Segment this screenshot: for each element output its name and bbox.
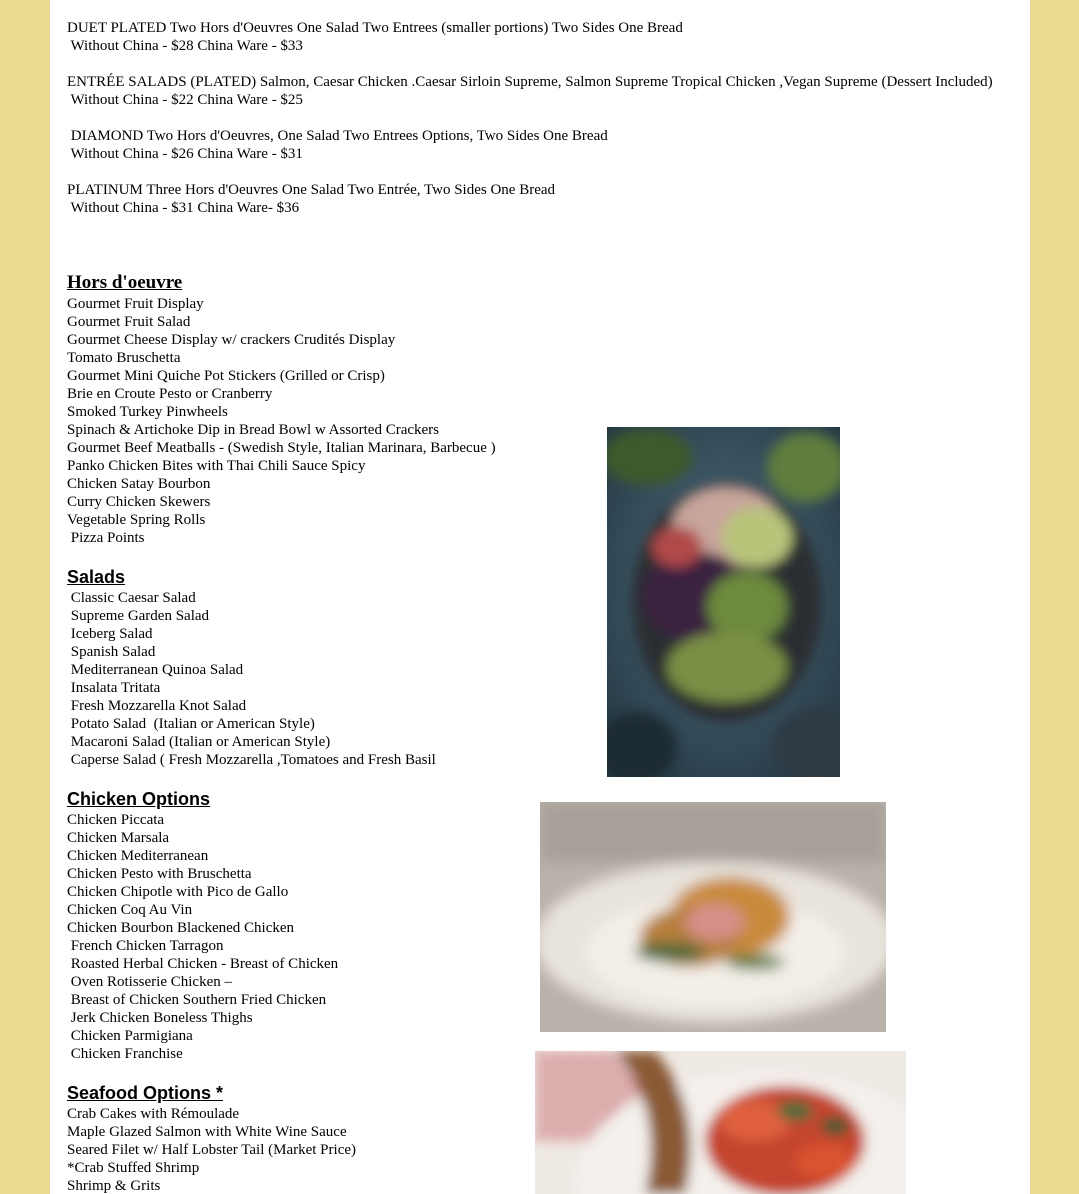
list-item: Smoked Turkey Pinwheels xyxy=(67,404,228,420)
list-item: Iceberg Salad xyxy=(67,626,153,642)
list-item: Vegetable Spring Rolls xyxy=(67,512,206,528)
package-platinum: PLATINUM Three Hors d'Oeuvres One Salad Two Entrée, Two Sides One Bread xyxy=(67,182,556,198)
list-item: Maple Glazed Salmon with White Wine Sauce xyxy=(67,1124,347,1140)
seafood-photo xyxy=(535,1051,906,1194)
list-item: Gourmet Mini Quiche Pot Stickers (Grilled or Crisp) xyxy=(67,368,385,384)
list-item: Mediterranean Quinoa Salad xyxy=(67,662,244,678)
section-heading-hors-doeuvre: Hors d'oeuvre xyxy=(67,272,183,293)
list-item: Pizza Points xyxy=(67,530,145,546)
list-item: Tomato Bruschetta xyxy=(67,350,181,366)
section-heading-chicken: Chicken Options xyxy=(67,789,211,809)
list-item: French Chicken Tarragon xyxy=(67,938,224,954)
list-item: Brie en Croute Pesto or Cranberry xyxy=(67,386,273,402)
package-entree-salads: ENTRÉE SALADS (PLATED) Salmon, Caesar Chicken .Caesar Sirloin Supreme, Salmon Supreme Tropical Chicken ,Vegan Supreme (Dessert Included) xyxy=(67,74,993,90)
list-item: Oven Rotisserie Chicken – xyxy=(67,974,232,990)
list-item: Crab Cakes with Rémoulade xyxy=(67,1106,240,1122)
package-platinum-price: Without China - $31 China Ware- $36 xyxy=(67,200,300,216)
package-diamond: DIAMOND Two Hors d'Oeuvres, One Salad Two Entrees Options, Two Sides One Bread xyxy=(67,128,608,144)
list-item: Chicken Mediterranean xyxy=(67,848,209,864)
list-item: Potato Salad (Italian or American Style) xyxy=(67,716,315,732)
list-item: Panko Chicken Bites with Thai Chili Sauce Spicy xyxy=(67,458,366,474)
list-item: Chicken Marsala xyxy=(67,830,170,846)
list-item: Chicken Coq Au Vin xyxy=(67,902,193,918)
list-item: Insalata Tritata xyxy=(67,680,161,696)
list-item: Spinach & Artichoke Dip in Bread Bowl w Assorted Crackers xyxy=(67,422,440,438)
list-item: Shrimp & Grits xyxy=(67,1178,161,1194)
list-item: Chicken Piccata xyxy=(67,812,165,828)
chicken-photo xyxy=(540,802,886,1032)
package-diamond-price: Without China - $26 China Ware - $31 xyxy=(67,146,303,162)
list-item: Breast of Chicken Southern Fried Chicken xyxy=(67,992,327,1008)
list-item: Gourmet Cheese Display w/ crackers Crudités Display xyxy=(67,332,396,348)
list-item: Supreme Garden Salad xyxy=(67,608,210,624)
package-duet-price: Without China - $28 China Ware - $33 xyxy=(67,38,303,54)
list-item: Chicken Parmigiana xyxy=(67,1028,193,1044)
section-heading-seafood: Seafood Options * xyxy=(67,1083,224,1103)
list-item: Gourmet Fruit Display xyxy=(67,296,204,312)
list-item: Spanish Salad xyxy=(67,644,156,660)
package-entree-price: Without China - $22 China Ware - $25 xyxy=(67,92,303,108)
list-item: Macaroni Salad (Italian or American Style) xyxy=(67,734,331,750)
list-item: *Crab Stuffed Shrimp xyxy=(67,1160,200,1176)
list-item: Fresh Mozzarella Knot Salad xyxy=(67,698,247,714)
list-item: Chicken Chipotle with Pico de Gallo xyxy=(67,884,289,900)
list-item: Jerk Chicken Boneless Thighs xyxy=(67,1010,253,1026)
list-item: Chicken Pesto with Bruschetta xyxy=(67,866,252,882)
package-duet: DUET PLATED Two Hors d'Oeuvres One Salad Two Entrees (smaller portions) Two Sides One Bread xyxy=(67,20,683,36)
menu-page xyxy=(50,0,1030,1194)
list-item: Caperse Salad ( Fresh Mozzarella ,Tomatoes and Fresh Basil xyxy=(67,752,436,768)
list-item: Chicken Bourbon Blackened Chicken xyxy=(67,920,295,936)
list-item: Curry Chicken Skewers xyxy=(67,494,211,510)
salad-photo xyxy=(607,427,840,777)
list-item: Chicken Franchise xyxy=(67,1046,183,1062)
list-item: Seared Filet w/ Half Lobster Tail (Market Price) xyxy=(67,1142,356,1158)
list-item: Gourmet Beef Meatballs - (Swedish Style, Italian Marinara, Barbecue ) xyxy=(67,440,496,456)
list-item: Classic Caesar Salad xyxy=(67,590,196,606)
section-heading-salads: Salads xyxy=(67,567,126,587)
list-item: Gourmet Fruit Salad xyxy=(67,314,191,330)
list-item: Roasted Herbal Chicken - Breast of Chicken xyxy=(67,956,339,972)
list-item: Chicken Satay Bourbon xyxy=(67,476,211,492)
